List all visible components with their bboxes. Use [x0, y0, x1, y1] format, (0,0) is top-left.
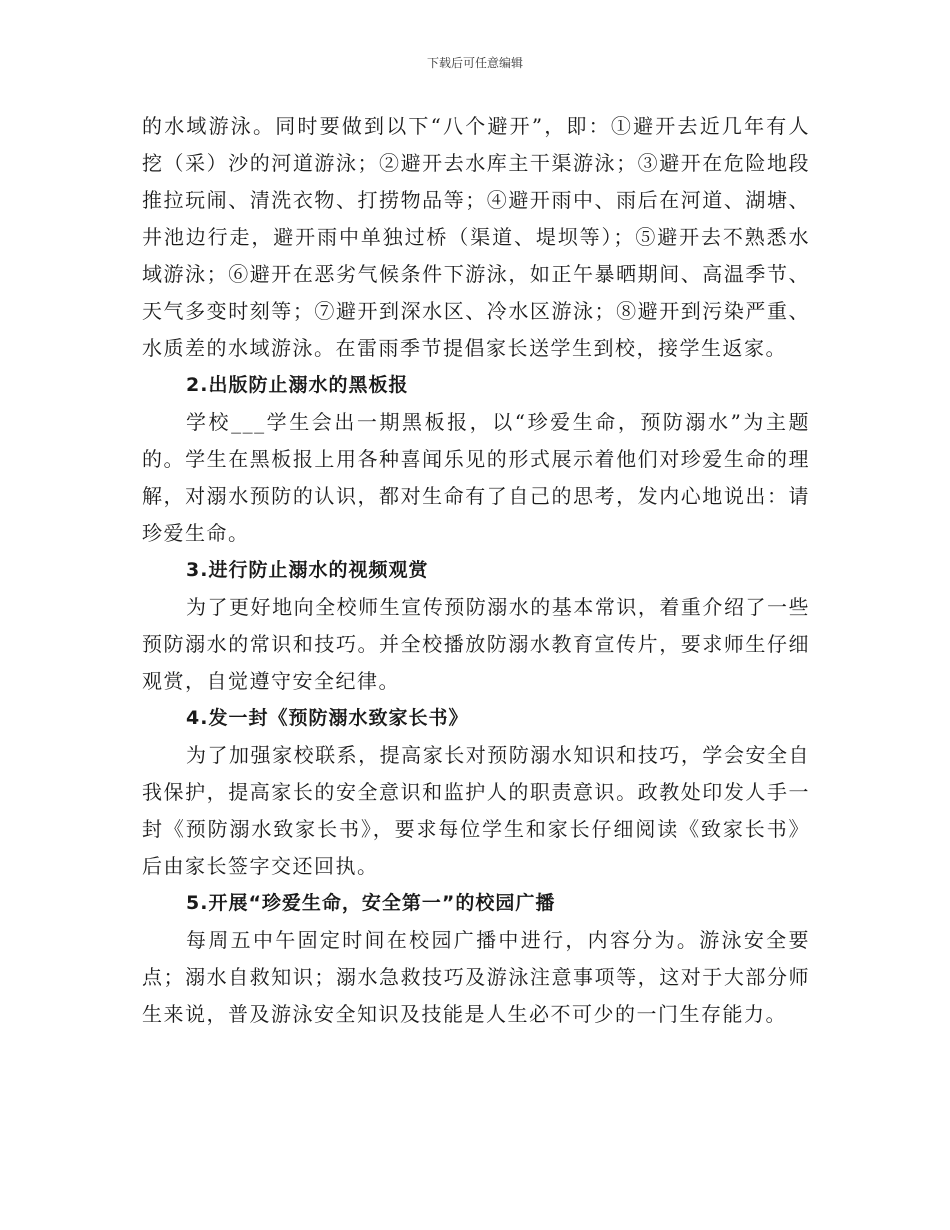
section-paragraph-video: 为了更好地向全校师生宣传预防溺水的基本常识，着重介绍了一些预防溺水的常识和技巧。并全校播放防溺水教育宣传片，要求师生仔细观赏，自觉遵守安全纪律。 — [142, 595, 810, 693]
section-heading-letter: 4.发一封《预防溺水致家长书》 — [186, 707, 469, 729]
section-paragraph-blackboard: 学校___学生会出一期黑板报，以“珍爱生命，预防溺水”为主题的。学生在黑板报上用各种喜闻乐见的形式展示着他们对珍爱生命的理解，对溺水预防的认识，都对生命有了自己的思考，发内心地说出：请珍爱生命。 — [142, 410, 810, 545]
section-heading-broadcast: 5.开展“珍爱生命，安全第一”的校园广播 — [186, 892, 556, 914]
section-heading-blackboard: 2.出版防止溺水的黑板报 — [186, 374, 409, 396]
section-paragraph-letter: 为了加强家校联系，提高家长对预防溺水知识和技巧，学会安全自我保护，提高家长的安全意识和监护人的职责意识。政教处印发人手一封《预防溺水致家长书》，要求每位学生和家长仔细阅读《致家长书》后由家长签字交还回执。 — [142, 743, 810, 878]
section-heading-video: 3.进行防止溺水的视频观赏 — [186, 559, 429, 581]
intro-paragraph: 的水域游泳。同时要做到以下“八个避开”，即：①避开去近几年有人挖（采）沙的河道游泳；②避开去水库主干渠游泳；③避开在危险地段推拉玩闹、清洗衣物、打捞物品等；④避开雨中、雨后在河道、湖塘、井池边行走，避开雨中单独过桥（渠道、堤坝等）；⑤避开去不熟悉水域游泳；⑥避开在恶劣气候条件下游泳，如正午暴晒期间、高温季节、天气多变时刻等；⑦避开到深水区、冷水区游泳；⑧避开到污染严重、水质差的水域游泳。在雷雨季节提倡家长送学生到校，接学生返家。 — [142, 114, 810, 360]
document-body — [142, 108, 810, 1033]
section-paragraph-broadcast: 每周五中午固定时间在校园广播中进行，内容分为。游泳安全要点；溺水自救知识；溺水急救技巧及游泳注意事项等，这对于大部分师生来说，普及游泳安全知识及技能是人生必不可少的一门生存能力。 — [142, 928, 810, 1026]
page-header: 下载后可任意编辑 — [426, 56, 523, 70]
